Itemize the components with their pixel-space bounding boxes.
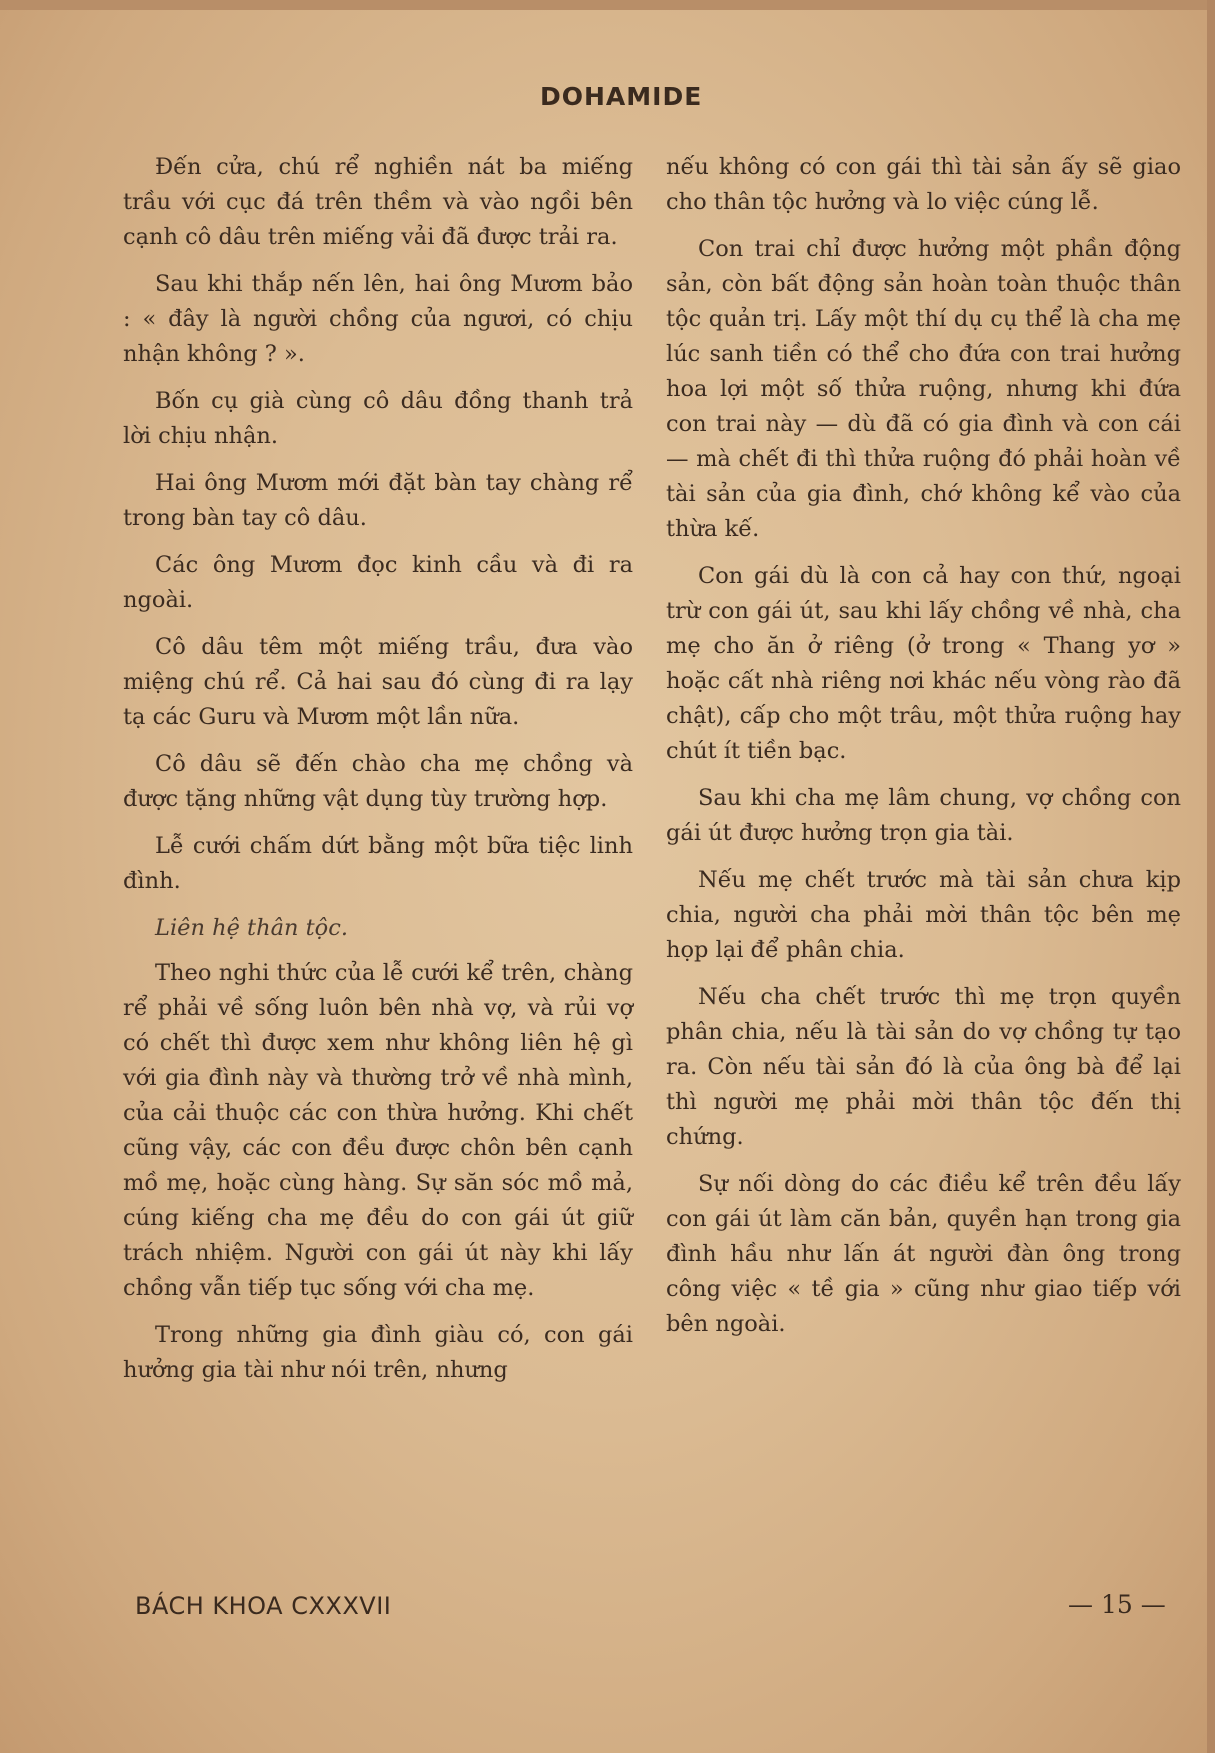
publication-name: BÁCH KHOA CXXXVII [135, 1592, 392, 1620]
paragraph: Hai ông Mươm mới đặt bàn tay chàng rể trong bàn tay cô dâu. [123, 470, 633, 531]
paragraph: nếu không có con gái thì tài sản ấy sẽ giao cho thân tộc hưởng và lo việc cúng lễ. [666, 154, 1181, 215]
paragraph: Lễ cưới chấm dứt bằng một bữa tiệc linh đình. [123, 833, 633, 894]
page-right-edge [1207, 0, 1215, 1753]
paragraph: Các ông Mươm đọc kinh cầu và đi ra ngoài. [123, 552, 633, 613]
paragraph: Đến cửa, chú rể nghiền nát ba miếng trầu với cục đá trên thềm và vào ngồi bên cạnh cô dâu trên miếng vải đã được trải ra. [123, 154, 633, 250]
page-top-edge [0, 0, 1215, 10]
paragraph: Con trai chỉ được hưởng một phần động sản, còn bất động sản hoàn toàn thuộc thân tộc quản trị. Lấy một thí dụ cụ thể là cha mẹ lúc sanh tiền có thể cho đứa con trai hưởng hoa lợi một số thửa ruộng, nhưng khi đứa con trai này — dù đã có gia đình và con cái — mà chết đi thì thửa ruộng đó phải hoàn về tài sản của gia đình, chớ không kể vào của thừa kế. [666, 236, 1181, 542]
paragraph: Cô dâu sẽ đến chào cha mẹ chồng và được tặng những vật dụng tùy trường hợp. [123, 751, 633, 812]
left-column [123, 150, 633, 1400]
paragraph: Sự nối dòng do các điều kể trên đều lấy con gái út làm căn bản, quyền hạn trong gia đình hầu như lấn át người đàn ông trong công việc « tề gia » cũng như giao tiếp với bên ngoài. [666, 1171, 1181, 1337]
right-column [666, 150, 1181, 1354]
paragraph: Con gái dù là con cả hay con thứ, ngoại trừ con gái út, sau khi lấy chồng về nhà, cha mẹ cho ăn ở riêng (ở trong « Thang yơ » hoặc cất nhà riêng nơi khác nếu vòng rào đã chật), cấp cho một trâu, một thửa ruộng hay chút ít tiền bạc. [666, 563, 1181, 764]
paragraph: Theo nghi thức của lễ cưới kể trên, chàng rể phải về sống luôn bên nhà vợ, và rủi vợ có chết thì được xem như không liên hệ gì với gia đình này và thường trở về nhà mình, của cải thuộc các con thừa hưởng. Khi chết cũng vậy, các con đều được chôn bên cạnh mồ mẹ, hoặc cùng hàng. Sự săn sóc mồ mả, cúng kiếng cha mẹ đều do con gái út giữ trách nhiệm. Người con gái út này khi lấy chồng vẫn tiếp tục sống với cha mẹ. [123, 960, 633, 1301]
paragraph: Sau khi cha mẹ lâm chung, vợ chồng con gái út được hưởng trọn gia tài. [666, 785, 1181, 846]
page-number: — 15 — [1068, 1590, 1166, 1619]
section-subheading: Liên hệ thân tộc. [155, 915, 348, 941]
paragraph: Cô dâu têm một miếng trầu, đưa vào miệng chú rể. Cả hai sau đó cùng đi ra lạy tạ các Guru và Mươm một lần nữa. [123, 634, 633, 730]
paragraph: Nếu cha chết trước thì mẹ trọn quyền phân chia, nếu là tài sản do vợ chồng tự tạo ra. Còn nếu tài sản đó là của ông bà để lại thì người mẹ phải mời thân tộc đến thị chứng. [666, 984, 1181, 1150]
paragraph: Nếu mẹ chết trước mà tài sản chưa kịp chia, người cha phải mời thân tộc bên mẹ họp lại để phân chia. [666, 867, 1181, 963]
paragraph: Sau khi thắp nến lên, hai ông Mươm bảo : « đây là người chồng của ngươi, có chịu nhận không ? ». [123, 271, 633, 367]
running-head: DOHAMIDE [540, 82, 703, 111]
paragraph: Trong những gia đình giàu có, con gái hưởng gia tài như nói trên, nhưng [123, 1322, 633, 1383]
paragraph: Bốn cụ già cùng cô dâu đồng thanh trả lời chịu nhận. [123, 388, 633, 449]
